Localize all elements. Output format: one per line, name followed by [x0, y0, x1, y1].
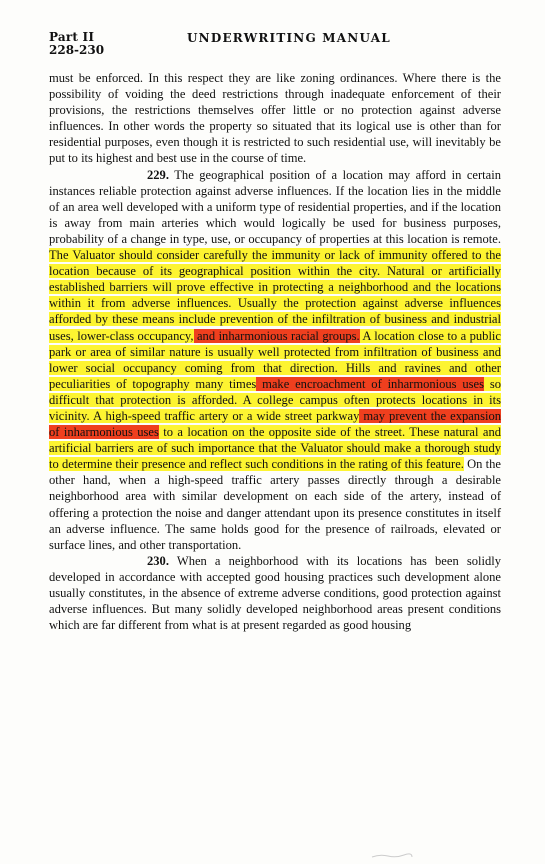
yellow-highlight: to a location on the opposite side of the street. These natural and artificial barriers are of such importance that the Valuator should make a thorough study to determine their presence and reflect such conditions in the rating of this feature.	[49, 425, 501, 472]
paragraph-230	[49, 553, 501, 633]
scan-smudge	[370, 853, 414, 859]
paragraph-229	[49, 167, 501, 553]
page-body	[49, 70, 501, 633]
page-header	[49, 30, 499, 60]
running-title: UNDERWRITING MANUAL	[187, 31, 391, 45]
section-number: 230.	[147, 553, 169, 568]
part-label: Part II	[49, 30, 95, 44]
red-highlight: make encroachment of inharmonious uses	[256, 376, 485, 391]
yellow-highlight: The Valuator should consider carefully the immunity or lack of immunity offered to the location because of its geographical position within the city. Natural or artificially established barriers will prove effective in protecting a neighborhood and the locations within it from adverse influences. Usually the protection against adverse influences afforded by these means include prevention of the infiltration of business and industrial uses, lower-class occupancy,	[49, 248, 501, 343]
red-highlight: may prevent the expansion of inharmonious uses	[49, 408, 501, 440]
plain-text: The geographical position of a location may afford in certain instances reliable protection against adverse influences. If the location lies in the middle of an area well developed with a uniform type of residential properties, and if the location is away from main arteries which would logically be used for business purposes, probability of a change in type, use, or occupancy of properties at this location is remote.	[49, 167, 501, 246]
plain-text: On the other hand, when a high-speed traffic artery passes directly through a desirable neighborhood area with similar development on each side of the artery, instead of offering a protection the noise and danger attendant upon its presence constitutes in itself an adverse influence. The same holds good for the presence of railroads, elevated or surface lines, and other transportation.	[49, 457, 501, 552]
paragraph-continued: must be enforced. In this respect they are like zoning ordinances. Where there is the possibility of voiding the deed restrictions through inadequate enforcement of their provisions, the restrictions themselves offer little or no protection against adverse influences. In other words the property so situated that its logical use is other than for residential purposes, even though it is restricted to such residential use, will inevitably be put to its highest and best use in the course of time.	[49, 71, 501, 166]
section-range: 228-230	[49, 43, 105, 57]
yellow-highlight: so difficult that protection is afforded. A college campus often protects locations in its vicinity. A high-speed traffic artery or a wide street parkway	[49, 376, 501, 423]
section-number: 229.	[147, 167, 169, 182]
plain-text: When a neighborhood with its locations has been solidly developed in accordance with accepted good housing practices such development alone usually constitutes, in the absence of extreme adverse conditions, good protection against adverse influences. But many solidly developed neighborhood areas present conditions which are far different from what is at present regarded as good housing	[49, 553, 501, 633]
red-highlight: and inharmonious racial groups.	[193, 328, 360, 343]
yellow-highlight: A location close to a public park or area of similar nature is usually well protected from infiltration of business and lower social occupancy coming from that direction. Hills and ravines and other peculiarities of topography many times	[49, 328, 501, 391]
